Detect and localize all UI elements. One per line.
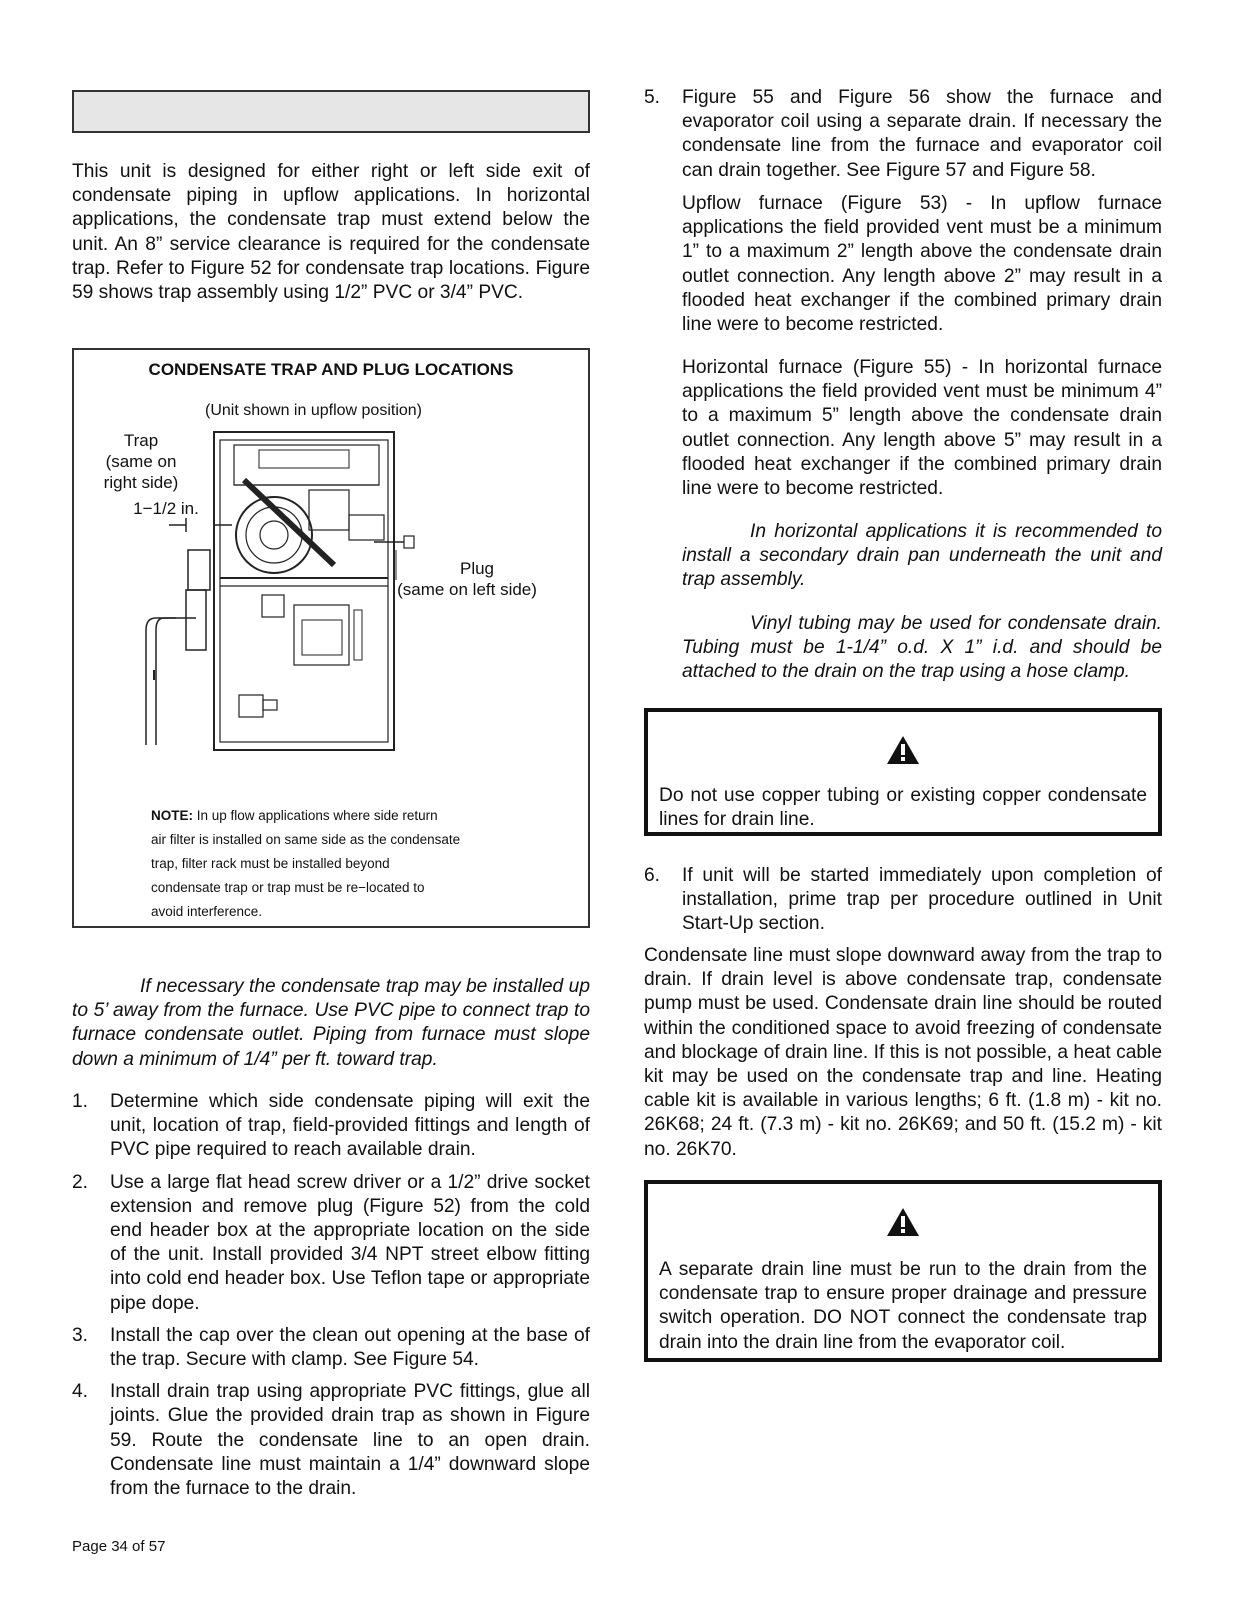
intro-paragraph: This unit is designed for either right or left side exit of condensate piping in upflow applications. In horizontal applications, the condensate trap must extend below the unit. An 8” service clearance is required for the condensate trap. Refer to Figure 52 for condensate trap locations. Figure 59 shows trap assembly using 1/2” PVC or 3/4” PVC. — [72, 161, 590, 304]
step-item: 3. Install the cap over the clean out opening at the base of the trap. Secure with clamp. See Figure 54. — [72, 1324, 590, 1371]
italic-secondary-pan: In horizontal applications it is recommended to install a secondary drain pan underneath the unit and trap assembly. — [682, 521, 1162, 591]
italic-note-trap-distance: If necessary the condensate trap may be installed up to 5’ away from the furnace. Use PVC pipe to connect trap to furnace condensate outlet. Piping from furnace must slope down a minimum of 1/4” per ft. toward trap. — [72, 976, 590, 1070]
steps-list-right-top — [644, 86, 1162, 191]
horizontal-paragraph: Horizontal furnace (Figure 55) - In horizontal furnace applications the field provided vent must be minimum 4” to a maximum 5” length above the condensate drain outlet connection. Any length above 5” may result in a flooded heat exchanger if the combined primary drain line were to become restricted. — [682, 357, 1162, 500]
warning-text-separate-drain: A separate drain line must be run to the drain from the condensate trap to ensure proper drainage and pressure switch operation. DO NOT connect the condensate trap drain into the drain line from the evaporator coil. — [659, 1259, 1147, 1353]
trap-label: Trap (same on right side) — [103, 431, 179, 492]
page-footer: Page 34 of 57 — [72, 1538, 166, 1555]
warning-box-copper — [644, 708, 1162, 836]
italic-vinyl-tubing: Vinyl tubing may be used for condensate drain. Tubing must be 1-1/4” o.d. X 1” i.d. and should be attached to the drain on the trap using a hose clamp. — [682, 613, 1162, 683]
step-item: 4. Install drain trap using appropriate PVC fittings, glue all joints. Glue the provided drain trap as shown in Figure 59. Route the condensate line to an open drain. Condensate line must maintain a 1/4” downward slope from the furnace to the drain. — [72, 1381, 590, 1500]
section-header-bar — [72, 90, 590, 133]
step-item: 5. Figure 55 and Figure 56 show the furnace and evaporator coil using a separate drain. If necessary the condensate line from the furnace and evaporator coil can drain together. See Figure 57 and Figure 58. — [644, 87, 1162, 181]
warning-icon — [885, 734, 921, 766]
warning-text-copper: Do not use copper tubing or existing copper condensate lines for drain line. — [659, 785, 1147, 831]
figure-title: CONDENSATE TRAP AND PLUG LOCATIONS — [148, 360, 514, 379]
warning-box-separate-drain — [644, 1180, 1162, 1362]
upflow-paragraph: Upflow furnace (Figure 53) - In upflow furnace applications the field provided vent must be a minimum 1” to a maximum 2” length above the condensate drain outlet connection. Any length above 2” may result in a flooded heat exchanger if the combined primary drain line were to become restricted. — [682, 193, 1162, 336]
figure-condensate-trap — [72, 348, 590, 928]
plug-label: Plug (same on left side) — [397, 559, 537, 599]
figure-subtitle: (Unit shown in upflow position) — [205, 402, 422, 419]
steps-list-right-bottom — [644, 864, 1162, 945]
step-item: 1. Determine which side condensate piping will exit the unit, location of trap, field-provided fittings and length of PVC pipe required to reach available drain. — [72, 1091, 590, 1161]
warning-icon — [885, 1206, 921, 1238]
figure-note: NOTE: In up flow applications where side return air filter is installed on same side as the condensate trap, filter rack must be installed beyond condensate trap or trap must be re−located to avoid interference. — [151, 808, 461, 919]
slope-paragraph: Condensate line must slope downward away from the trap to drain. If drain level is above condensate trap, condensate pump must be used. Condensate drain line should be routed within the conditioned space to avoid freezing of condensate and blockage of drain line. If this is not possible, a heat cable kit may be used on the condensate trap and line. Heating cable kit is available in various lengths; 6 ft. (1.8 m) - kit no. 26K68; 24 ft. (7.3 m) - kit no. 26K69; and 50 ft. (15.2 m) - kit no. 26K70. — [644, 945, 1162, 1160]
step-item: 2. Use a large flat head screw driver or a 1/2” drive socket extension and remove plug (Figure 52) from the cold end header box at the appropriate location on the side of the unit. Install provided 3/4 NPT street elbow fitting into cold end header box. Use Teflon tape or appropriate pipe dope. — [72, 1171, 590, 1314]
dimension-label: 1−1/2 in. — [133, 499, 199, 518]
furnace-diagram — [74, 350, 588, 770]
step-item: 6. If unit will be started immediately upon completion of installation, prime trap per procedure outlined in Unit Start-Up section. — [644, 865, 1162, 935]
steps-list-left — [72, 1090, 590, 1509]
